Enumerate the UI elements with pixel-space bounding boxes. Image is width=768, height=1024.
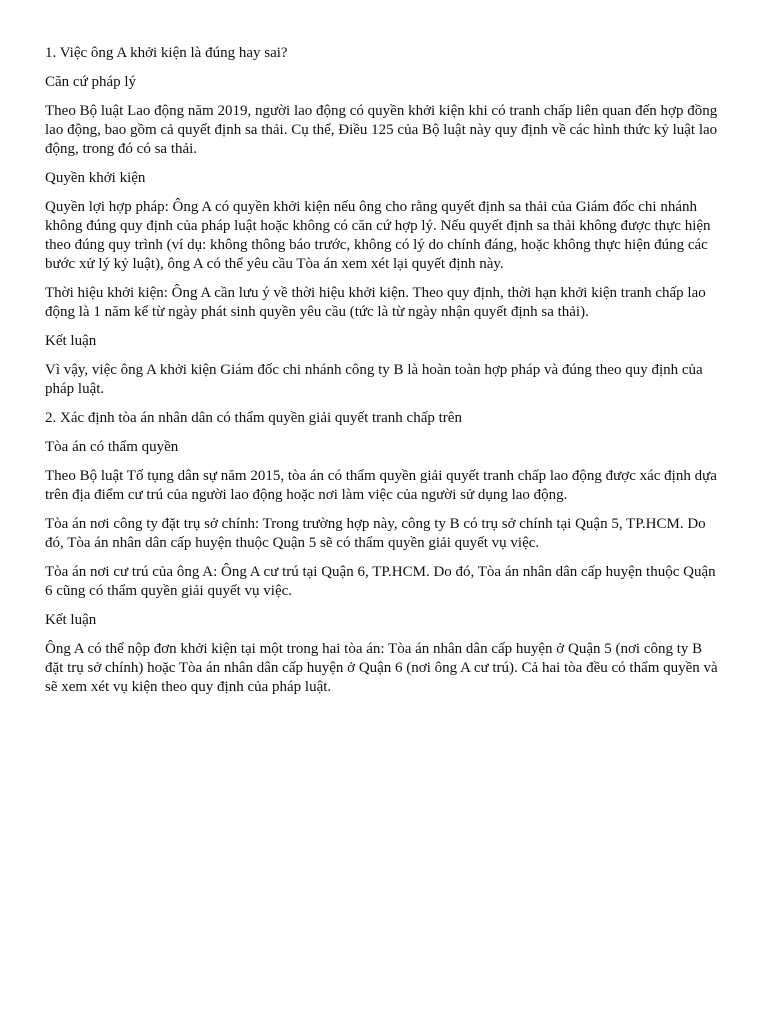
civil-procedure-paragraph: Theo Bộ luật Tố tụng dân sự năm 2015, tòa án có thẩm quyền giải quyết tranh chấp lao động được xác định dựa trên địa điểm cư trú của người lao động hoặc nơi làm việc của người sử dụng lao động. <box>45 468 717 503</box>
residence-court-paragraph: Tòa án nơi cư trú của ông A: Ông A cư trú tại Quận 6, TP.HCM. Do đó, Tòa án nhân dân cấp huyện thuộc Quận 6 cũng có thẩm quyền giải quyết vụ việc. <box>45 564 716 599</box>
legal-rights-paragraph: Quyền lợi hợp pháp: Ông A có quyền khởi kiện nếu ông cho rằng quyết định sa thải của Giám đốc chi nhánh không đúng quy định của pháp luật hoặc không có căn cứ hợp lý. Nếu quyết định sa thải không được thực hiện theo đúng quy trình (ví dụ: không thông báo trước, không có lý do chính đáng, hoặc không thực hiện đúng các bước xử lý kỷ luật), ông A có thể yêu cầu Tòa án xem xét lại quyết định này. <box>45 199 711 272</box>
question-2-heading: 2. Xác định tòa án nhân dân có thẩm quyền giải quyết tranh chấp trên <box>45 410 462 426</box>
right-to-sue-heading: Quyền khởi kiện <box>45 170 146 186</box>
conclusion-1-heading: Kết luận <box>45 333 97 349</box>
document-page <box>45 44 723 707</box>
statute-of-limitations-paragraph: Thời hiệu khởi kiện: Ông A cần lưu ý về thời hiệu khởi kiện. Theo quy định, thời hạn khởi kiện tranh chấp lao động là 1 năm kể từ ngày phát sinh quyền yêu cầu (tức là từ ngày nhận quyết định sa thải). <box>45 285 706 320</box>
conclusion-1-paragraph: Vì vậy, việc ông A khởi kiện Giám đốc chi nhánh công ty B là hoàn toàn hợp pháp và đúng theo quy định của pháp luật. <box>45 362 703 397</box>
company-court-paragraph: Tòa án nơi công ty đặt trụ sở chính: Trong trường hợp này, công ty B có trụ sở chính tại Quận 5, TP.HCM. Do đó, Tòa án nhân dân cấp huyện thuộc Quận 5 sẽ có thẩm quyền giải quyết vụ việc. <box>45 516 706 551</box>
conclusion-2-paragraph: Ông A có thể nộp đơn khởi kiện tại một trong hai tòa án: Tòa án nhân dân cấp huyện ở Quận 5 (nơi công ty B đặt trụ sở chính) hoặc Tòa án nhân dân cấp huyện ở Quận 6 (nơi ông A cư trú). Cả hai tòa đều có thẩm quyền và sẽ xem xét vụ kiện theo quy định của pháp luật. <box>45 641 718 695</box>
legal-basis-paragraph: Theo Bộ luật Lao động năm 2019, người lao động có quyền khởi kiện khi có tranh chấp liên quan đến hợp đồng lao động, bao gồm cả quyết định sa thải. Cụ thể, Điều 125 của Bộ luật này quy định về các hình thức kỷ luật lao động, trong đó có sa thải. <box>45 103 718 157</box>
competent-court-heading: Tòa án có thẩm quyền <box>45 439 179 455</box>
legal-basis-heading: Căn cứ pháp lý <box>45 74 137 90</box>
question-1-heading: 1. Việc ông A khởi kiện là đúng hay sai? <box>45 45 288 61</box>
conclusion-2-heading: Kết luận <box>45 612 97 628</box>
